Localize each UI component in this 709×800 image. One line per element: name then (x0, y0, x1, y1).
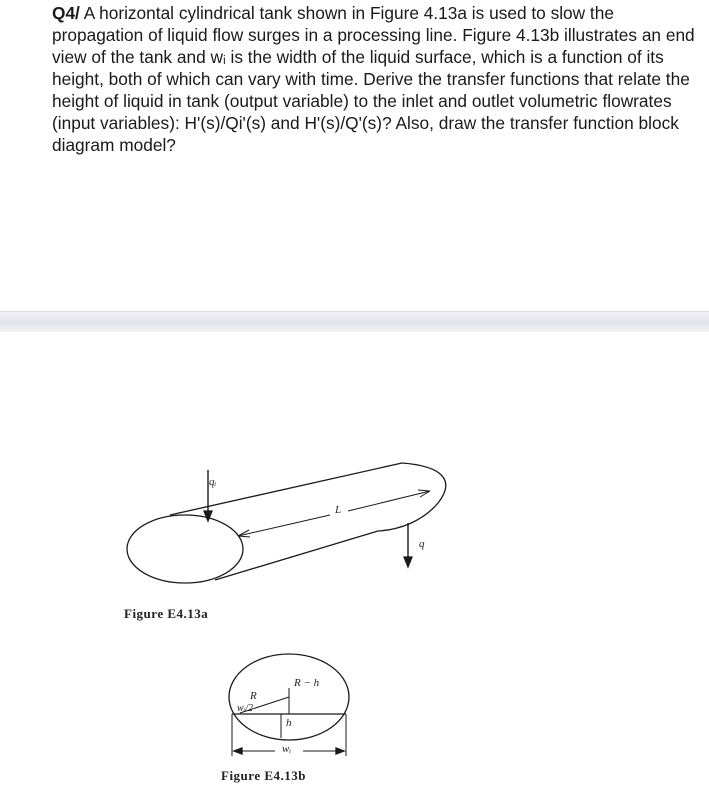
question-number: Q4/ (52, 3, 80, 23)
inlet-flow-label: qᵢ (209, 476, 217, 488)
tank-figure-a (127, 463, 446, 583)
tank-back-end (378, 463, 446, 531)
radius-label: R (250, 690, 257, 702)
width-arrow-left (234, 748, 242, 754)
r-minus-h-label: R − h (294, 677, 320, 689)
half-width-label: wᵢ/2 (237, 703, 254, 714)
inlet-arrow-head (204, 511, 212, 521)
outlet-arrow-head (404, 557, 412, 567)
width-label: wᵢ (282, 743, 292, 755)
figure-a-caption: Figure E4.13a (124, 606, 209, 621)
height-label: h (286, 717, 292, 729)
length-dimension-line (238, 491, 430, 536)
width-arrow-right (336, 748, 344, 754)
tank-bottom-edge (215, 531, 378, 580)
question-text: A horizontal cylindrical tank shown in Figure 4.13a is used to slow the propagation of liquid flow surges in a processing line. Figure 4.13b illustrates an end view of the tank and wᵢ is the width of the liquid surface, which is a function of its height, both of which can vary with time. Derive the transfer functions that relate the height of liquid in tank (output variable) to the inlet and outlet volumetric flowrates (input variables): H'(s)/Qi'(s) and H'(s)/Q'(s)? Also, draw the transfer function block diagram model? (52, 3, 695, 155)
outlet-flow-label: q (419, 538, 425, 550)
figure-b-caption: Figure E4.13b (221, 768, 306, 783)
tank-front-end (127, 515, 243, 583)
length-label: L (335, 504, 342, 516)
tank-top-edge (170, 463, 402, 515)
